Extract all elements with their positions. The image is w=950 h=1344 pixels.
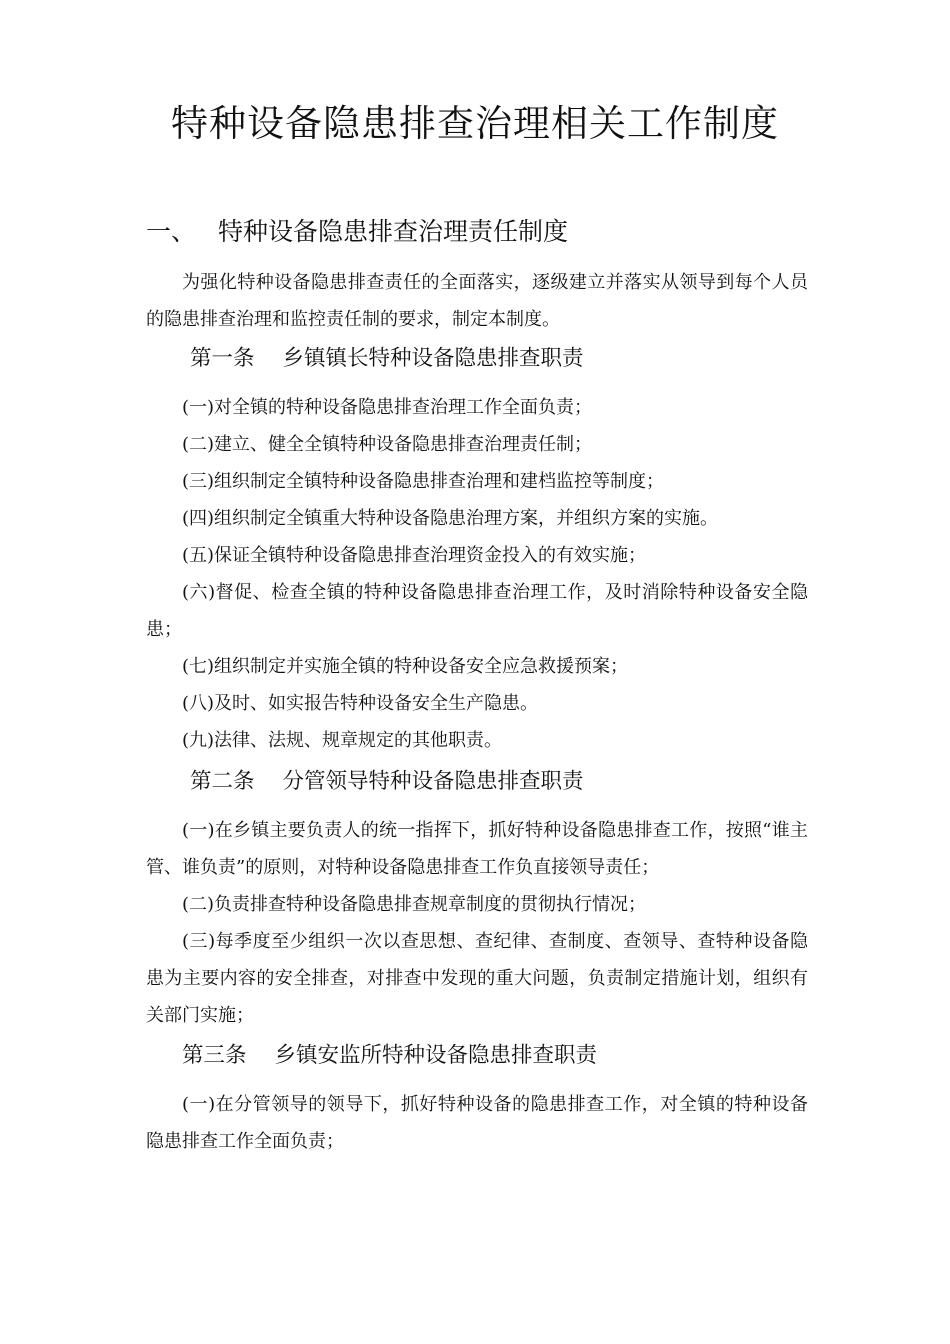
section-intro: 为强化特种设备隐患排查责任的全面落实，逐级建立并落实从领导到每个人员的隐患排查治理和监控责任制的要求，制定本制度。 [146,272,808,330]
article-1-heading [190,341,584,377]
article-2-heading [190,764,584,800]
article-title: 乡镇安监所特种设备隐患排查职责 [274,1043,598,1068]
section-number: 一、 [146,217,197,246]
list-item: (二)负责排查特种设备隐患排查规章制度的贯彻执行情况； [182,894,647,915]
list-item: (六)督促、检查全镇的特种设备隐患排查治理工作，及时消除特种设备安全隐患； [146,582,808,640]
list-item: (三)每季度至少组织一次以查思想、查纪律、查制度、查领导、查特种设备隐患为主要内容的安全排查，对排查中发现的重大问题，负责制定措施计划，组织有关部门实施； [146,931,808,1026]
list-item: (九)法律、法规、规章规定的其他职责。 [182,730,503,751]
document-title: 特种设备隐患排查治理相关工作制度 [171,102,779,145]
list-item: (三)组织制定全镇特种设备隐患排查治理和建档监控等制度； [182,471,665,492]
article-number: 第三条 [182,1043,247,1068]
list-item: (一)在分管领导的领导下，抓好特种设备的隐患排查工作，对全镇的特种设备隐患排查工作全面负责； [146,1094,808,1152]
list-item: (二)建立、健全全镇特种设备隐患排查治理责任制； [182,434,593,455]
article-number: 第二条 [190,769,255,794]
list-item: (四)组织制定全镇重大特种设备隐患治理方案，并组织方案的实施。 [182,508,719,529]
section-heading [146,212,568,252]
list-item: (一)在乡镇主要负责人的统一指挥下，抓好特种设备隐患排查工作，按照“谁主管、谁负责”的原则，对特种设备隐患排查工作负直接领导责任； [146,820,808,878]
list-item: (七)组织制定并实施全镇的特种设备安全应急救援预案； [182,656,629,677]
section-title: 特种设备隐患排查治理责任制度 [218,217,569,246]
list-item: (八)及时、如实报告特种设备安全生产隐患。 [182,693,539,714]
article-number: 第一条 [190,346,255,371]
article-title: 乡镇镇长特种设备隐患排查职责 [282,346,584,371]
list-item: (一)对全镇的特种设备隐患排查治理工作全面负责； [182,397,593,418]
article-title: 分管领导特种设备隐患排查职责 [282,769,584,794]
article-3-heading [182,1038,597,1074]
list-item: (五)保证全镇特种设备隐患排查治理资金投入的有效实施； [182,545,647,566]
